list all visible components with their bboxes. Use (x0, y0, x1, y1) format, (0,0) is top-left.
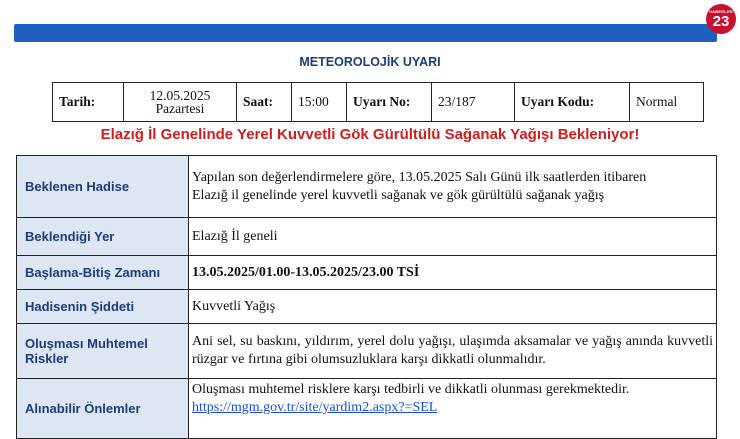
event-line-1: Yapılan son değerlendirmelere göre, 13.05.2025 Salı Günü ilk saatlerden itibaren (192, 169, 647, 185)
measures-label: Alınabilir Önlemler (17, 379, 189, 439)
warning-no-label: Uyarı No: (347, 83, 432, 122)
row-place (17, 218, 717, 256)
risks-label: Oluşması Muhtemel Riskler (17, 324, 189, 379)
warning-details-table (16, 155, 717, 439)
time-label: Saat: (237, 83, 292, 122)
severity-label: Hadisenin Şiddeti (17, 290, 189, 324)
risks-value: Ani sel, su baskını, yıldırım, yerel dolu yağışı, ulaşımda aksamalar ve yağış anında kuvvetli rüzgar ve fırtına gibi olumsuzluklara karşı dikkatli olunmalıdır. (189, 324, 717, 379)
row-risks (17, 324, 717, 379)
period-label: Başlama-Bitiş Zamanı (17, 256, 189, 290)
measures-value (189, 379, 717, 439)
warning-no-value: 23/187 (432, 83, 515, 122)
row-event (17, 156, 717, 218)
info-table (52, 82, 704, 122)
date-value: 12.05.2025 (149, 88, 211, 103)
place-label: Beklendiği Yer (17, 218, 189, 256)
date-cell (124, 83, 237, 122)
header-bar (14, 24, 717, 42)
warning-code-value: Normal (630, 83, 704, 122)
measures-text: Oluşması muhtemel risklere karşı tedbirli ve dikkatli olunması gerekmektedir. (192, 382, 630, 397)
measures-link[interactable]: https://mgm.gov.tr/site/yardim2.aspx?=SEL (192, 400, 438, 415)
row-severity (17, 290, 717, 324)
alert-headline: Elazığ İl Genelinde Yerel Kuvvetli Gök Gürültülü Sağanak Yağışı Bekleniyor! (100, 126, 640, 143)
logo-top-text: HABERLER (709, 8, 733, 14)
logo[interactable] (706, 4, 736, 34)
event-value (189, 156, 717, 218)
row-period (17, 256, 717, 290)
row-measures (17, 379, 717, 439)
warning-code-label: Uyarı Kodu: (515, 83, 630, 122)
place-value: Elazığ İl geneli (189, 218, 717, 256)
date-label: Tarih: (53, 83, 124, 122)
time-value: 15:00 (292, 83, 347, 122)
period-value: 13.05.2025/01.00-13.05.2025/23.00 TSİ (189, 256, 717, 290)
document-title: METEOROLOJİK UYARI (299, 55, 441, 69)
logo-number: 23 (712, 12, 730, 30)
event-line-2: Elazığ il genelinde yerel kuvvetli sağanak ve gök gürültülü sağanak yağış (192, 187, 605, 203)
event-label: Beklenen Hadise (17, 156, 189, 218)
day-value: Pazartesi (155, 101, 205, 116)
severity-value: Kuvvetli Yağış (189, 290, 717, 324)
